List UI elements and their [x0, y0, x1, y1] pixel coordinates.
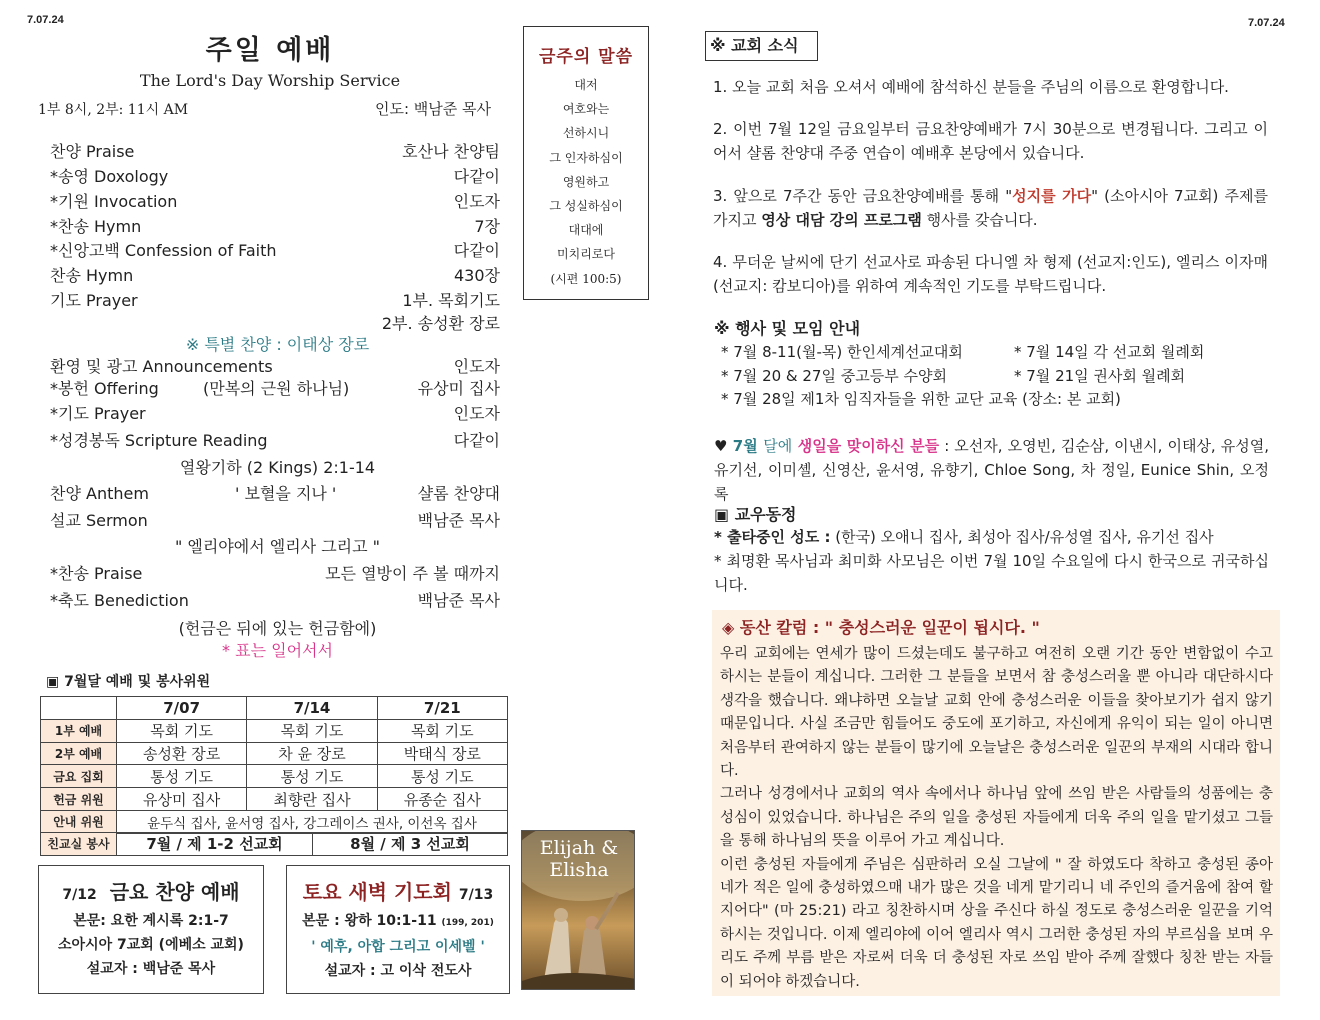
table-row [41, 833, 508, 856]
order-item: *봉헌 Offering [50, 379, 159, 398]
row-label: 1부 예배 [41, 719, 117, 742]
table-cell: 유상미 집사 [117, 788, 247, 811]
row-label: 안내 위원 [41, 810, 117, 833]
members-title: ▣ 교우동정 [714, 505, 797, 524]
table-cell: 송성환 장로 [117, 742, 247, 765]
table-row [41, 742, 508, 765]
notice-3-part: 3. 앞으로 7주간 동안 금요찬양예배를 통해 " [713, 187, 1013, 205]
table-header: 7/21 [377, 697, 507, 720]
table-row [41, 719, 508, 742]
heart-icon: ♥ [714, 437, 728, 455]
notice-3-part: " (소아시아 7교회) 주제를 가지고 [713, 187, 1268, 229]
row-label: 2부 예배 [41, 742, 117, 765]
order-item: 환영 및 광고 Announcements [50, 357, 273, 376]
order-who: 백남준 목사 [417, 591, 500, 610]
saturday-title [287, 876, 509, 905]
table-row [41, 810, 508, 833]
notice-3-theme: 성지를 가다 [1012, 187, 1092, 205]
row-label: 금요 집회 [41, 765, 117, 788]
order-who: 백남준 목사 [417, 511, 500, 530]
page-subtitle: The Lord's Day Worship Service [139, 71, 401, 90]
order-who: 샬롬 찬양대 [417, 484, 500, 503]
order-who: 1부. 목회기도 [402, 291, 500, 310]
order-who: 인도자 [453, 404, 500, 423]
order-item: *기원 Invocation [50, 192, 178, 211]
table-cell: 차 윤 장로 [247, 742, 377, 765]
members-note-1 [714, 525, 1269, 549]
table-cell: 통성 기도 [117, 765, 247, 788]
image-caption-line: Elijah & [539, 837, 619, 859]
image-caption [522, 837, 635, 881]
order-item: *송영 Doxology [50, 167, 169, 186]
offering-song: (만복의 근원 하나님) [203, 379, 350, 398]
verse-line: 여호와는 [562, 102, 610, 117]
verse-line: 선하시니 [562, 126, 610, 141]
event-item: * 7월 21일 권사회 월례회 [1014, 367, 1186, 385]
order-who: 7장 [474, 217, 500, 236]
order-item: 찬송 Hymn [50, 266, 134, 285]
order-who: 호산나 찬양팀 [402, 142, 500, 161]
order-who: 다같이 [453, 167, 500, 186]
birthday-names: : 오선자, 오영빈, 김순삼, 이낸시, 이태상, 유성열, 유기선, 이미셸, 신영산, 윤서영, 유향기, Chloe Song, 차 정일, Eunice Shin, 오정록 [714, 437, 1269, 503]
friday-title [39, 876, 263, 905]
duty-roster-title: 7월달 예배 및 봉사위원 [64, 674, 211, 690]
birthday-month: 7월 [732, 437, 764, 455]
table-cell: 박태식 장로 [377, 742, 507, 765]
elijah-elisha-image [521, 830, 635, 990]
friday-text: 본문: 요한 계시록 2:1-7 [73, 913, 229, 929]
scripture-ref: 열왕기하 (2 Kings) 2:1-14 [179, 458, 376, 477]
notice-3-program: 영상 대담 강의 프로그램 [761, 211, 922, 229]
verse-reference: (시편 100:5) [550, 271, 622, 286]
table-cell: 목회 기도 [377, 719, 507, 742]
order-item: *신앙고백 Confession of Faith [50, 241, 277, 260]
service-leader: 인도: 백남준 목사 [375, 100, 492, 118]
order-item: *기도 Prayer [50, 404, 146, 423]
events-title: ※ 행사 및 모임 안내 [714, 319, 861, 338]
members-note-label: * 출타중인 성도 : [714, 528, 831, 546]
order-item: *축도 Benediction [50, 591, 189, 610]
table-header: 7/14 [247, 697, 377, 720]
column-text: 우리 교회에는 연세가 많이 드셨는데도 불구하고 여전히 오랜 기간 동안 변함없이 수고하시는 분들이 계십니다. 그러한 그 분들을 보면서 참 충성스러울 뿐 아니라 대단하시다 생각을 했습니다. 왜냐하면 오늘날 교회 안에 충성스러운 이들을 찾아보기가 쉽지 않기 때문입니다. 사실 조금만 힘들어도 중도에 포기하고, 자신에게 유익이 되는 일이 아니면 처음부터 관여하지 않는 분들이 많기에 오늘날은 충성스러운 일꾼의 부재의 시대라 합니다. 그러나 성경에서나 교회의 역사 속에서나 하나님 앞에 쓰임 받은 사람들의 성품에는 충성심이 있었습니다. 하나님은 주의 일을 충성된 자들에게 더욱 주의 일을 맡기셨고 그들을 통해 하나님의 뜻을 이루어 가고 계십니다. 이런 충성된 자들에게 주님은 심판하러 오실 그날에 " 잘 하였도다 착하고 충성된 종아 네가 적은 일에 충성하였으매 내가 많은 것을 네게 맡기리니 네 주인의 즐거움에 참여 할지어다" (마 25:21) 라고 칭찬하시며 상을 주신다 하실 정도로 충성스러운 일꾼을 기억하시는 것입니다. 이제 엘리야에 이어 엘리사 역시 그러한 충성된 자의 부르심을 보며 우리도 주께 부름 받은 자로써 더욱 더 충성된 자로 쓰임 받아 주께 잘했다 칭찬 받는 자들이 되어야 하겠습니다. [720, 646, 1273, 990]
duty-roster-label: ▣ 7월달 예배 및 봉사위원 [46, 674, 211, 690]
order-item: 설교 Sermon [50, 511, 148, 530]
table-cell: 윤두식 집사, 윤서영 집사, 강그레이스 권사, 이선옥 집사 [117, 810, 508, 833]
date-right: 7.07.24 [1248, 17, 1285, 29]
verse-line: 대저 [574, 78, 598, 92]
order-who: 유상미 집사 [417, 379, 500, 398]
notice-2: 2. 이번 7월 12일 금요일부터 금요찬양예배가 7시 30분으로 변경됩니다. 그리고 이어서 샬롬 찬양대 주중 연습이 예배후 본당에서 있습니다. [713, 120, 1268, 162]
notice-1: 1. 오늘 교회 처음 오셔서 예배에 참석하신 분들을 주님의 이름으로 환영합니다. [713, 78, 1229, 96]
stand-note: * 표는 일어서서 [222, 641, 333, 660]
order-who: 모든 열방이 주 볼 때까지 [325, 564, 500, 583]
birthday-notice [714, 434, 1269, 506]
verse-line: 그 인자하심이 [549, 150, 623, 165]
date-left: 7.07.24 [27, 14, 64, 26]
notice-4: 4. 무더운 날씨에 단기 선교사로 파송된 다니엘 차 형제 (선교지:인도), 엘리스 이자매 (선교지: 캄보디아)를 위하여 계속적인 기도를 부탁드립니다. [713, 253, 1268, 295]
saturday-preacher: 설교자 : 고 이삭 전도사 [324, 963, 472, 979]
table-row [41, 765, 508, 788]
friday-church: 소아시아 7교회 (에베소 교회) [58, 937, 244, 953]
fellowship-table [40, 832, 508, 856]
verse-line: 영원하고 [562, 174, 610, 189]
event-item: * 7월 14일 각 선교회 월례회 [1014, 343, 1205, 361]
column-box [712, 610, 1280, 996]
order-who: 다같이 [453, 241, 500, 260]
row-label: 친교실 봉사 [41, 833, 117, 856]
table-cell: 통성 기도 [247, 765, 377, 788]
friday-name: 금요 찬양 예배 [109, 880, 240, 904]
order-who: 인도자 [453, 357, 500, 376]
table-cell: 목회 기도 [117, 719, 247, 742]
saturday-name: 토요 새벽 기도회 [302, 880, 452, 904]
special-song: ※ 특별 찬양 : 이태상 장로 [185, 335, 370, 354]
anthem-title: ' 보혈을 지나 ' [235, 484, 337, 503]
order-who: 인도자 [453, 192, 500, 211]
verse-line: 그 성실하심이 [549, 198, 623, 213]
order-item: *성경봉독 Scripture Reading [50, 431, 268, 450]
order-item: *찬송 Hymn [50, 217, 142, 236]
saturday-theme: ' 예후, 아합 그리고 이세벨 ' [311, 939, 485, 955]
event-item: * 7월 28일 제1차 임직자들을 위한 교단 교육 (장소: 본 교회) [721, 390, 1121, 408]
image-caption-line: Elisha [549, 859, 609, 881]
saturday-date: 7/13 [458, 887, 494, 903]
table-cell: 최향란 집사 [247, 788, 377, 811]
table-cell: 8월 / 제 3 선교회 [313, 833, 508, 856]
church-news-header: ※ 교회 소식 [705, 31, 818, 61]
table-header-row [41, 697, 508, 720]
order-who: 430장 [454, 266, 500, 285]
duty-roster-table [40, 696, 508, 834]
sermon-title: " 엘리야에서 엘리사 그리고 " [174, 537, 381, 556]
members-note-text: (한국) 오애니 집사, 최성아 집사/유성열 집사, 유기선 집사 [830, 528, 1214, 546]
friday-service-box [38, 865, 264, 994]
members-note-2: * 최명환 목사님과 최미화 사모님은 이번 7월 10일 수요일에 다시 한국으로 귀국하십니다. [714, 552, 1269, 594]
event-item: * 7월 8-11(월-목) 한인세계선교대회 [721, 343, 963, 361]
order-item: *찬송 Praise [50, 564, 143, 583]
verse-line: 대대에 [568, 223, 604, 238]
birthday-month-suffix: 달에 [763, 437, 793, 455]
saturday-service-box [286, 865, 510, 994]
saturday-text-main: 본문 : 왕하 10:1-11 [302, 913, 437, 929]
friday-date: 7/12 [62, 887, 97, 903]
table-header [41, 697, 117, 720]
saturday-text [287, 909, 509, 935]
order-item: 기도 Prayer [50, 291, 138, 310]
notice-3-part: 행사를 갖습니다. [921, 211, 1038, 229]
table-cell: 목회 기도 [247, 719, 377, 742]
order-item: 찬양 Praise [50, 142, 135, 161]
prayer-second: 2부. 송성환 장로 [381, 314, 500, 333]
notice-3 [713, 184, 1268, 232]
column-title: ◈ 동산 칼럼 : " 충성스러운 일꾼이 됩시다. " [722, 618, 1040, 637]
page-title: 주일 예배 [205, 35, 335, 66]
event-item: * 7월 20 & 27일 중고등부 수양회 [721, 367, 947, 385]
table-header: 7/07 [117, 697, 247, 720]
friday-preacher: 설교자 : 백남준 목사 [86, 961, 216, 977]
weekly-verse-box [523, 26, 649, 300]
service-times: 1부 8시, 2부: 11시 AM [38, 102, 189, 118]
table-row [41, 788, 508, 811]
birthday-label: 생일을 맞이하신 분들 [792, 437, 940, 455]
table-cell: 통성 기도 [377, 765, 507, 788]
order-item: 찬양 Anthem [50, 484, 149, 503]
saturday-text-small: (199, 201) [441, 918, 494, 928]
table-cell: 유종순 집사 [377, 788, 507, 811]
order-who: 다같이 [453, 431, 500, 450]
weekly-verse-title: 금주의 말씀 [538, 47, 634, 67]
table-cell: 7월 / 제 1-2 선교회 [117, 833, 313, 856]
offering-note: (헌금은 뒤에 있는 헌금함에) [178, 619, 377, 638]
row-label: 헌금 위원 [41, 788, 117, 811]
verse-line: 미치리로다 [557, 247, 615, 262]
